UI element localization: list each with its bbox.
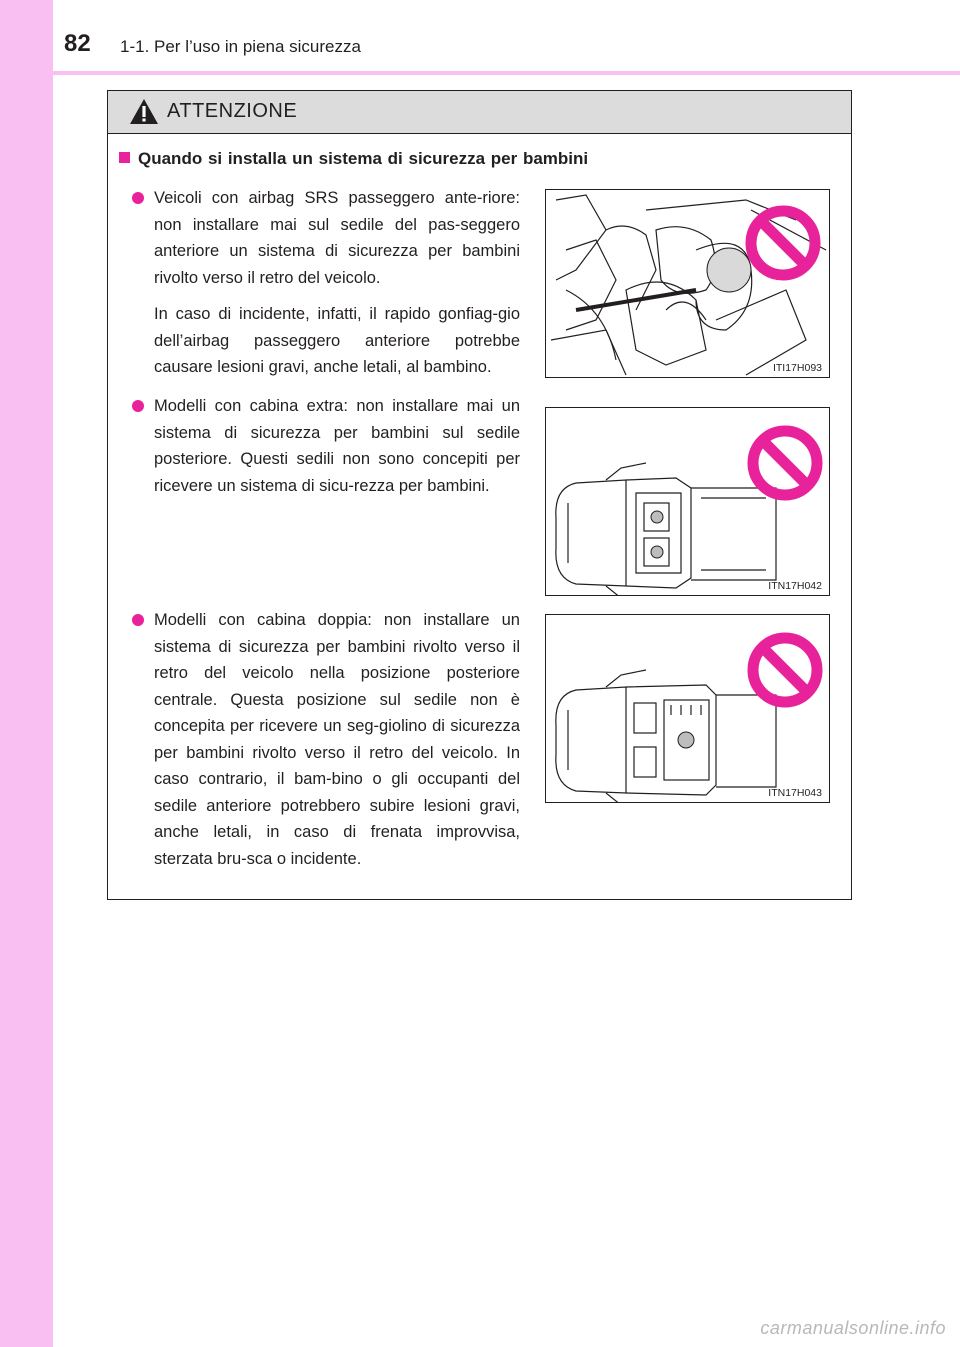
illustration-airbag [545,189,830,378]
illustration-double-cab [545,614,830,803]
bullet-dot-icon [132,614,144,626]
section-subheading [119,149,588,169]
bullet-item-airbag [132,185,520,391]
watermark: carmanualsonline.info [760,1318,946,1338]
thumb-index-sidebar [0,0,53,1347]
warning-box [107,90,852,900]
warning-triangle-icon [129,98,159,125]
subheading-text: Quando si installa un sistema di sicurezza per bambini [138,149,589,168]
bullet-paragraph: Veicoli con airbag SRS passeggero ante-riore: non installare mai sul sedile del pas-seggero anteriore un sistema di sicurezza per bambini rivolto verso il retro del veicolo. [154,189,520,287]
bullet-dot-icon [132,192,144,204]
bullet-paragraph: In caso di incidente, infatti, il rapido gonfiag-gio dell’airbag passeggero anteriore potrebbe causare lesioni gravi, anche letali, al bambino. [154,305,520,376]
header-rule [53,71,960,75]
bullet-item-extra-cab [132,393,520,509]
bullet-paragraph: Modelli con cabina doppia: non installare un sistema di sicurezza per bambini rivolto verso il retro del veicolo nella posizione posteriore centrale. Questa posizione sul sedile non è concepita per ricevere un seg-giolino di sicurezza per bambini rivolto verso il retro del veicolo. In caso contrario, il bam-bino o gli occupanti del sedile anteriore potrebbero subire lesioni gravi, anche letali, in caso di frenata improvvisa, sterzata bru-sca o incidente. [154,611,520,868]
bullet-paragraph: Modelli con cabina extra: non installare mai un sistema di sicurezza per bambini sul sedile posteriore. Questi sedili non sono concepiti per ricevere un sistema di sicu-rezza per bambini. [154,397,520,495]
illustration-code: ITN17H042 [768,580,822,592]
square-bullet-icon [119,152,130,163]
prohibition-sign-icon [746,424,824,502]
prohibition-sign-icon [744,204,822,282]
section-title: 1-1. Per l’uso in piena sicurezza [120,37,361,56]
warning-header [108,91,851,134]
bullet-item-double-cab [132,607,520,882]
prohibition-sign-icon [746,631,824,709]
illustration-code: ITI17H093 [772,362,822,374]
bullet-dot-icon [132,400,144,412]
illustration-code: ITN17H043 [768,787,822,799]
illustration-extra-cab [545,407,830,596]
page-number: 82 [64,30,91,57]
warning-title: ATTENZIONE [167,100,298,122]
